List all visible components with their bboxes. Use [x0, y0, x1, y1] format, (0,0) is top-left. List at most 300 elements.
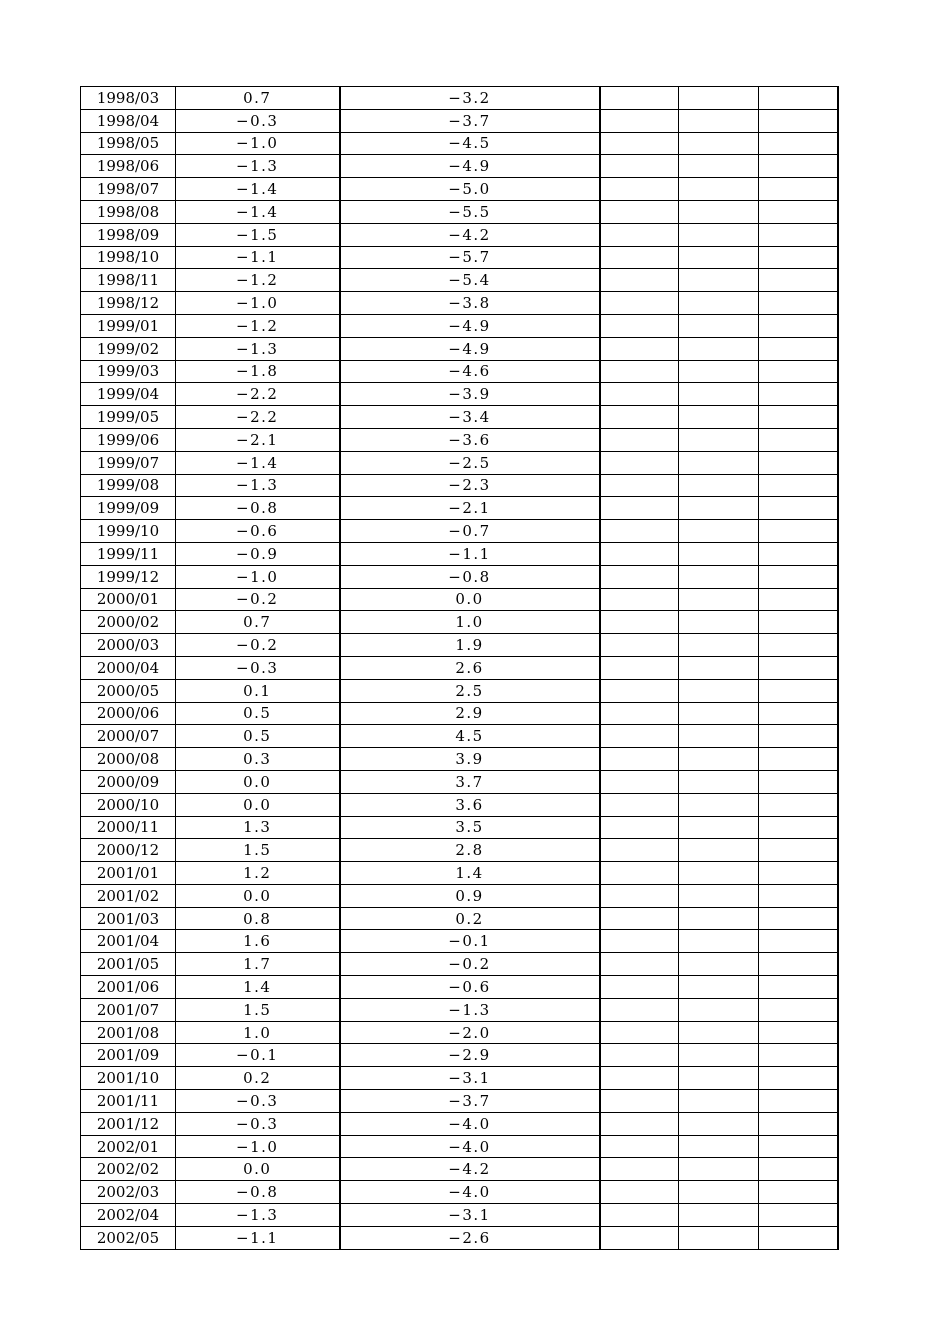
- date-cell: 2001/05: [81, 953, 176, 976]
- value-a-cell: 1.4: [176, 976, 340, 999]
- empty-cell: [759, 223, 838, 246]
- date-cell: 1998/06: [81, 155, 176, 178]
- value-b-cell: −4.9: [340, 155, 600, 178]
- empty-cell: [759, 406, 838, 429]
- empty-cell: [759, 542, 838, 565]
- value-a-cell: 0.3: [176, 748, 340, 771]
- table-row: [81, 360, 838, 383]
- value-a-cell: 1.5: [176, 998, 340, 1021]
- empty-cell: [759, 998, 838, 1021]
- table-row: [81, 1181, 838, 1204]
- empty-cell: [679, 1090, 759, 1113]
- value-b-cell: −3.8: [340, 292, 600, 315]
- value-a-cell: −1.2: [176, 269, 340, 292]
- value-a-cell: 1.6: [176, 930, 340, 953]
- empty-cell: [759, 337, 838, 360]
- empty-cell: [600, 1135, 679, 1158]
- empty-cell: [679, 155, 759, 178]
- empty-cell: [600, 178, 679, 201]
- value-b-cell: 0.2: [340, 907, 600, 930]
- empty-cell: [600, 360, 679, 383]
- value-b-cell: −2.9: [340, 1044, 600, 1067]
- date-cell: 1999/03: [81, 360, 176, 383]
- table-row: [81, 793, 838, 816]
- empty-cell: [600, 1044, 679, 1067]
- empty-cell: [679, 976, 759, 999]
- empty-cell: [759, 1044, 838, 1067]
- value-b-cell: 2.9: [340, 702, 600, 725]
- value-b-cell: −4.9: [340, 314, 600, 337]
- empty-cell: [600, 816, 679, 839]
- value-b-cell: −5.0: [340, 178, 600, 201]
- empty-cell: [759, 178, 838, 201]
- value-b-cell: −3.1: [340, 1204, 600, 1227]
- date-cell: 1999/06: [81, 428, 176, 451]
- empty-cell: [679, 542, 759, 565]
- empty-cell: [600, 998, 679, 1021]
- table-row: [81, 292, 838, 315]
- date-cell: 1999/12: [81, 565, 176, 588]
- empty-cell: [759, 907, 838, 930]
- empty-cell: [759, 474, 838, 497]
- empty-cell: [600, 292, 679, 315]
- value-a-cell: 0.2: [176, 1067, 340, 1090]
- empty-cell: [679, 269, 759, 292]
- date-cell: 2001/08: [81, 1021, 176, 1044]
- date-cell: 1998/09: [81, 223, 176, 246]
- date-cell: 2001/03: [81, 907, 176, 930]
- value-a-cell: 0.8: [176, 907, 340, 930]
- empty-cell: [679, 292, 759, 315]
- value-a-cell: −1.0: [176, 565, 340, 588]
- value-b-cell: −0.1: [340, 930, 600, 953]
- empty-cell: [759, 269, 838, 292]
- empty-cell: [679, 679, 759, 702]
- empty-cell: [759, 816, 838, 839]
- table-row: [81, 155, 838, 178]
- date-cell: 1998/08: [81, 200, 176, 223]
- table-row: [81, 839, 838, 862]
- empty-cell: [679, 200, 759, 223]
- date-cell: 1998/11: [81, 269, 176, 292]
- date-cell: 2000/04: [81, 656, 176, 679]
- value-a-cell: −1.5: [176, 223, 340, 246]
- empty-cell: [759, 246, 838, 269]
- empty-cell: [600, 497, 679, 520]
- value-b-cell: 3.7: [340, 770, 600, 793]
- table-row: [81, 1204, 838, 1227]
- table-row: [81, 907, 838, 930]
- empty-cell: [679, 520, 759, 543]
- empty-cell: [679, 497, 759, 520]
- table-row: [81, 474, 838, 497]
- date-cell: 2000/11: [81, 816, 176, 839]
- table-row: [81, 520, 838, 543]
- value-b-cell: −2.5: [340, 451, 600, 474]
- empty-cell: [679, 998, 759, 1021]
- value-a-cell: 1.5: [176, 839, 340, 862]
- empty-cell: [600, 87, 679, 110]
- value-a-cell: −1.0: [176, 132, 340, 155]
- value-a-cell: −1.3: [176, 474, 340, 497]
- value-b-cell: −3.7: [340, 1090, 600, 1113]
- empty-cell: [679, 634, 759, 657]
- empty-cell: [679, 428, 759, 451]
- date-cell: 1998/12: [81, 292, 176, 315]
- empty-cell: [759, 930, 838, 953]
- empty-cell: [759, 679, 838, 702]
- empty-cell: [679, 451, 759, 474]
- date-cell: 2002/03: [81, 1181, 176, 1204]
- date-cell: 1998/04: [81, 109, 176, 132]
- value-b-cell: −4.0: [340, 1135, 600, 1158]
- empty-cell: [759, 1204, 838, 1227]
- empty-cell: [759, 132, 838, 155]
- empty-cell: [679, 1112, 759, 1135]
- value-b-cell: 0.9: [340, 884, 600, 907]
- date-cell: 1999/09: [81, 497, 176, 520]
- empty-cell: [759, 360, 838, 383]
- table-row: [81, 1226, 838, 1249]
- date-cell: 1999/08: [81, 474, 176, 497]
- date-cell: 2000/08: [81, 748, 176, 771]
- date-cell: 2001/11: [81, 1090, 176, 1113]
- value-a-cell: −0.8: [176, 1181, 340, 1204]
- empty-cell: [600, 1226, 679, 1249]
- value-b-cell: −5.4: [340, 269, 600, 292]
- table-row: [81, 223, 838, 246]
- value-a-cell: −0.3: [176, 1112, 340, 1135]
- date-cell: 2002/02: [81, 1158, 176, 1181]
- date-cell: 1999/05: [81, 406, 176, 429]
- value-a-cell: −1.1: [176, 246, 340, 269]
- empty-cell: [600, 930, 679, 953]
- empty-cell: [600, 223, 679, 246]
- date-cell: 2000/07: [81, 725, 176, 748]
- empty-cell: [600, 725, 679, 748]
- empty-cell: [759, 839, 838, 862]
- empty-cell: [759, 1021, 838, 1044]
- empty-cell: [600, 520, 679, 543]
- empty-cell: [679, 748, 759, 771]
- value-a-cell: 0.0: [176, 884, 340, 907]
- empty-cell: [759, 1135, 838, 1158]
- empty-cell: [679, 314, 759, 337]
- empty-cell: [759, 87, 838, 110]
- date-cell: 2000/05: [81, 679, 176, 702]
- empty-cell: [600, 862, 679, 885]
- empty-cell: [759, 1090, 838, 1113]
- date-cell: 1999/04: [81, 383, 176, 406]
- empty-cell: [600, 451, 679, 474]
- empty-cell: [759, 109, 838, 132]
- empty-cell: [759, 520, 838, 543]
- table-row: [81, 953, 838, 976]
- date-cell: 1999/10: [81, 520, 176, 543]
- date-cell: 2002/01: [81, 1135, 176, 1158]
- value-a-cell: −1.8: [176, 360, 340, 383]
- date-cell: 1998/10: [81, 246, 176, 269]
- empty-cell: [600, 542, 679, 565]
- value-a-cell: −1.1: [176, 1226, 340, 1249]
- value-b-cell: −3.4: [340, 406, 600, 429]
- value-a-cell: −2.2: [176, 406, 340, 429]
- empty-cell: [600, 1021, 679, 1044]
- date-cell: 1999/07: [81, 451, 176, 474]
- value-b-cell: −2.1: [340, 497, 600, 520]
- date-cell: 1999/01: [81, 314, 176, 337]
- table-row: [81, 1090, 838, 1113]
- value-b-cell: 1.9: [340, 634, 600, 657]
- empty-cell: [679, 1226, 759, 1249]
- table-row: [81, 1158, 838, 1181]
- value-a-cell: 1.7: [176, 953, 340, 976]
- value-b-cell: −3.2: [340, 87, 600, 110]
- value-b-cell: 3.5: [340, 816, 600, 839]
- value-a-cell: −0.6: [176, 520, 340, 543]
- empty-cell: [600, 246, 679, 269]
- value-b-cell: −3.9: [340, 383, 600, 406]
- empty-cell: [679, 816, 759, 839]
- empty-cell: [759, 953, 838, 976]
- value-a-cell: −0.2: [176, 588, 340, 611]
- empty-cell: [600, 406, 679, 429]
- value-a-cell: −2.2: [176, 383, 340, 406]
- table-row: [81, 565, 838, 588]
- empty-cell: [600, 383, 679, 406]
- empty-cell: [679, 656, 759, 679]
- empty-cell: [600, 679, 679, 702]
- empty-cell: [759, 770, 838, 793]
- empty-cell: [759, 611, 838, 634]
- value-b-cell: −3.1: [340, 1067, 600, 1090]
- value-a-cell: −1.2: [176, 314, 340, 337]
- table-row: [81, 998, 838, 1021]
- empty-cell: [600, 748, 679, 771]
- empty-cell: [600, 1181, 679, 1204]
- table-row: [81, 1112, 838, 1135]
- table-row: [81, 428, 838, 451]
- empty-cell: [600, 953, 679, 976]
- empty-cell: [679, 930, 759, 953]
- value-a-cell: 0.0: [176, 770, 340, 793]
- empty-cell: [600, 132, 679, 155]
- empty-cell: [600, 269, 679, 292]
- empty-cell: [759, 428, 838, 451]
- value-b-cell: −4.9: [340, 337, 600, 360]
- empty-cell: [600, 884, 679, 907]
- empty-cell: [600, 155, 679, 178]
- value-a-cell: 0.7: [176, 87, 340, 110]
- table-row: [81, 930, 838, 953]
- empty-cell: [759, 725, 838, 748]
- table-row: [81, 406, 838, 429]
- date-cell: 2001/02: [81, 884, 176, 907]
- date-cell: 2000/12: [81, 839, 176, 862]
- value-b-cell: −4.0: [340, 1112, 600, 1135]
- date-cell: 2001/10: [81, 1067, 176, 1090]
- table-row: [81, 611, 838, 634]
- empty-cell: [679, 132, 759, 155]
- value-b-cell: −4.5: [340, 132, 600, 155]
- empty-cell: [759, 656, 838, 679]
- date-cell: 2000/06: [81, 702, 176, 725]
- value-a-cell: −0.3: [176, 109, 340, 132]
- value-a-cell: −1.3: [176, 337, 340, 360]
- value-a-cell: 1.2: [176, 862, 340, 885]
- value-b-cell: 1.4: [340, 862, 600, 885]
- value-b-cell: −4.2: [340, 223, 600, 246]
- empty-cell: [679, 611, 759, 634]
- empty-cell: [679, 1135, 759, 1158]
- table-row: [81, 497, 838, 520]
- table-row: [81, 702, 838, 725]
- empty-cell: [679, 1204, 759, 1227]
- empty-cell: [759, 748, 838, 771]
- value-b-cell: 1.0: [340, 611, 600, 634]
- value-b-cell: −1.3: [340, 998, 600, 1021]
- empty-cell: [600, 634, 679, 657]
- value-b-cell: −2.6: [340, 1226, 600, 1249]
- empty-cell: [679, 839, 759, 862]
- empty-cell: [600, 337, 679, 360]
- empty-cell: [600, 109, 679, 132]
- table-row: [81, 1135, 838, 1158]
- value-b-cell: −1.1: [340, 542, 600, 565]
- table-row: [81, 816, 838, 839]
- empty-cell: [759, 702, 838, 725]
- table-row: [81, 1067, 838, 1090]
- empty-cell: [679, 588, 759, 611]
- table-row: [81, 542, 838, 565]
- value-b-cell: −0.6: [340, 976, 600, 999]
- value-b-cell: −3.7: [340, 109, 600, 132]
- table-row: [81, 269, 838, 292]
- date-cell: 2000/02: [81, 611, 176, 634]
- date-cell: 1998/05: [81, 132, 176, 155]
- table-row: [81, 884, 838, 907]
- table-row: [81, 862, 838, 885]
- value-a-cell: −0.9: [176, 542, 340, 565]
- date-cell: 2001/07: [81, 998, 176, 1021]
- empty-cell: [600, 314, 679, 337]
- empty-cell: [759, 565, 838, 588]
- date-cell: 1998/03: [81, 87, 176, 110]
- value-a-cell: 1.3: [176, 816, 340, 839]
- value-b-cell: −0.2: [340, 953, 600, 976]
- table-row: [81, 588, 838, 611]
- table-row: [81, 132, 838, 155]
- empty-cell: [600, 200, 679, 223]
- value-b-cell: 2.6: [340, 656, 600, 679]
- data-table: [80, 86, 839, 1250]
- value-a-cell: −2.1: [176, 428, 340, 451]
- value-a-cell: 0.1: [176, 679, 340, 702]
- value-b-cell: −5.7: [340, 246, 600, 269]
- value-a-cell: 1.0: [176, 1021, 340, 1044]
- date-cell: 2001/12: [81, 1112, 176, 1135]
- empty-cell: [600, 976, 679, 999]
- date-cell: 2001/09: [81, 1044, 176, 1067]
- empty-cell: [600, 907, 679, 930]
- table-row: [81, 976, 838, 999]
- empty-cell: [679, 360, 759, 383]
- value-a-cell: 0.7: [176, 611, 340, 634]
- empty-cell: [759, 314, 838, 337]
- empty-cell: [600, 1090, 679, 1113]
- value-b-cell: −4.0: [340, 1181, 600, 1204]
- empty-cell: [759, 862, 838, 885]
- empty-cell: [679, 953, 759, 976]
- empty-cell: [600, 656, 679, 679]
- empty-cell: [759, 884, 838, 907]
- empty-cell: [679, 884, 759, 907]
- empty-cell: [679, 907, 759, 930]
- value-a-cell: −0.8: [176, 497, 340, 520]
- table-row: [81, 1044, 838, 1067]
- empty-cell: [759, 634, 838, 657]
- value-a-cell: −1.3: [176, 1204, 340, 1227]
- value-b-cell: 2.8: [340, 839, 600, 862]
- value-a-cell: −1.4: [176, 200, 340, 223]
- value-b-cell: −4.6: [340, 360, 600, 383]
- table-row: [81, 634, 838, 657]
- table-row: [81, 679, 838, 702]
- empty-cell: [679, 725, 759, 748]
- value-b-cell: −0.7: [340, 520, 600, 543]
- empty-cell: [679, 223, 759, 246]
- value-a-cell: −0.3: [176, 1090, 340, 1113]
- value-a-cell: 0.0: [176, 1158, 340, 1181]
- empty-cell: [759, 1226, 838, 1249]
- empty-cell: [759, 497, 838, 520]
- value-b-cell: 0.0: [340, 588, 600, 611]
- empty-cell: [679, 1181, 759, 1204]
- value-a-cell: 0.0: [176, 793, 340, 816]
- empty-cell: [679, 770, 759, 793]
- value-b-cell: 3.6: [340, 793, 600, 816]
- empty-cell: [679, 702, 759, 725]
- empty-cell: [679, 87, 759, 110]
- empty-cell: [600, 428, 679, 451]
- empty-cell: [759, 1158, 838, 1181]
- empty-cell: [600, 839, 679, 862]
- empty-cell: [679, 1021, 759, 1044]
- value-b-cell: 3.9: [340, 748, 600, 771]
- table-row: [81, 87, 838, 110]
- empty-cell: [759, 976, 838, 999]
- empty-cell: [759, 383, 838, 406]
- empty-cell: [600, 565, 679, 588]
- empty-cell: [759, 1112, 838, 1135]
- date-cell: 1999/11: [81, 542, 176, 565]
- value-b-cell: −2.3: [340, 474, 600, 497]
- date-cell: 2000/03: [81, 634, 176, 657]
- value-a-cell: −0.2: [176, 634, 340, 657]
- empty-cell: [759, 155, 838, 178]
- empty-cell: [759, 451, 838, 474]
- empty-cell: [600, 702, 679, 725]
- value-b-cell: −2.0: [340, 1021, 600, 1044]
- empty-cell: [679, 1067, 759, 1090]
- empty-cell: [759, 793, 838, 816]
- value-a-cell: −1.0: [176, 292, 340, 315]
- empty-cell: [679, 565, 759, 588]
- value-b-cell: −0.8: [340, 565, 600, 588]
- empty-cell: [759, 1181, 838, 1204]
- empty-cell: [600, 1067, 679, 1090]
- table-row: [81, 451, 838, 474]
